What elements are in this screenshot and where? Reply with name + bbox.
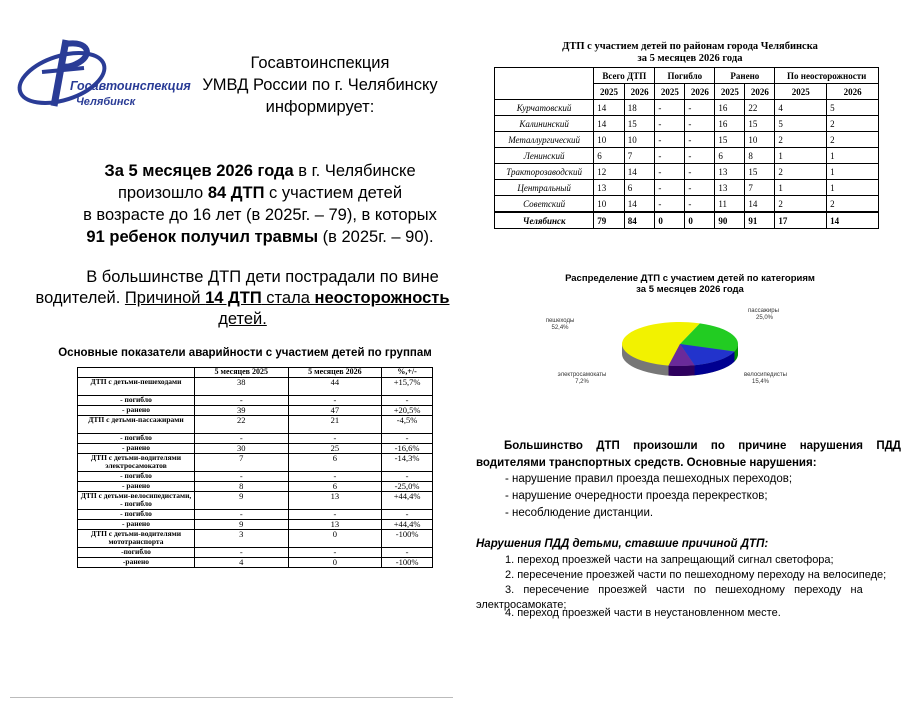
violation-item: - несоблюдение дистанции. [505,507,654,519]
pie-title-2: за 5 месяцев 2026 года [636,284,744,295]
district-year-header: 2026 [685,84,715,100]
pie-value-label: 15,4% [752,379,770,385]
district-name: Тракторозаводский [495,164,594,180]
district-cell: 14 [594,116,625,132]
district-cell: 5 [827,100,879,116]
district-cell: 1 [827,164,879,180]
district-name: Курчатовский [495,100,594,116]
groups-row-label: - погибло [78,434,195,444]
district-year-header: 2026 [745,84,775,100]
lead-text: (в 2025г. – 90). [318,228,434,246]
district-cell: - [655,180,685,196]
district-cell: - [655,100,685,116]
groups-cell: - [288,548,382,558]
lead-city: в г. Челябинске [293,162,416,180]
district-cell: - [655,148,685,164]
groups-table [77,367,433,568]
district-cell: 6 [624,180,655,196]
groups-cell: -100% [382,530,433,548]
district-cell: 2 [775,164,827,180]
district-cell: 15 [745,164,775,180]
groups-row-label: - ранено [78,444,195,454]
groups-cell: 0 [288,558,382,568]
groups-cell: +44,4% [382,492,433,510]
groups-cell: 9 [195,492,289,510]
groups-row [78,472,433,482]
child-violation-item: 1. переход проезжей части на запрещающий сигнал светофора; [505,554,834,566]
logo-text-1: Госавтоинспекция [70,79,191,93]
district-group-header: Погибло [655,68,715,84]
district-total-row [495,212,879,229]
lead-age: в возрасте до 16 лет (в 2025г. – 79), в которых [83,206,437,224]
pie-value-label: 25,0% [756,315,774,321]
district-year-header: 2026 [624,84,655,100]
district-cell: 5 [775,116,827,132]
district-name: Металлургический [495,132,594,148]
district-cell: 13 [594,180,625,196]
district-cell: 1 [827,148,879,164]
gai-logo [14,34,194,114]
groups-cell: +15,7% [382,378,433,396]
district-cell: - [655,196,685,213]
groups-cell: -4,5% [382,416,433,434]
groups-cell: -100% [382,558,433,568]
district-name: Ленинский [495,148,594,164]
district-name: Советский [495,196,594,213]
groups-col-header [78,368,195,378]
district-cell: - [655,116,685,132]
pie-value-label: 52,4% [551,325,569,331]
logo-text-2: Челябинск [76,96,136,108]
groups-row [78,434,433,444]
violations-paragraph: Большинство ДТП произошли по причине нарушения ПДД водителями транспортных средств. Основные нарушения: [476,440,901,469]
org-line-3: информирует: [265,98,375,116]
lead-injured: 91 ребенок получил травмы [86,228,319,246]
cause-text: стала [261,289,315,307]
district-cell: - [655,132,685,148]
district-cell: 13 [715,180,745,196]
cause-paragraph [20,267,465,330]
district-row [495,100,879,116]
groups-cell: +44,4% [382,520,433,530]
district-cell: - [685,116,715,132]
district-total-cell: 91 [745,212,775,229]
districts-table [494,67,879,229]
groups-cell: -16,6% [382,444,433,454]
groups-cell: - [195,510,289,520]
pie-label: пешеходы [545,318,575,324]
groups-cell: - [288,396,382,406]
groups-row-label: ДТП с детьми-водителями мототранспорта [78,530,195,548]
district-total-label: Челябинск [495,212,594,229]
district-cell: 14 [624,196,655,213]
groups-cell: 7 [195,454,289,472]
groups-cell: - [382,472,433,482]
district-name: Центральный [495,180,594,196]
groups-cell: -14,3% [382,454,433,472]
lead-text: с участием детей [264,184,403,202]
district-cell: 14 [745,196,775,213]
groups-cell: -25,0% [382,482,433,492]
district-total-cell: 17 [775,212,827,229]
groups-row [78,378,433,396]
lead-paragraph [55,160,465,248]
groups-row-label: ДТП с детьми-велосипедистами, - погибло [78,492,195,510]
district-row [495,196,879,213]
district-cell: 13 [715,164,745,180]
groups-cell: 9 [195,520,289,530]
groups-row [78,416,433,434]
district-cell: 14 [594,100,625,116]
groups-cell: 3 [195,530,289,548]
district-year-header: 2025 [594,84,625,100]
district-year-header: 2026 [827,84,879,100]
district-cell: 15 [745,116,775,132]
groups-row-label: - погибло [78,396,195,406]
groups-row-label: - ранено [78,482,195,492]
district-cell: 2 [827,116,879,132]
violation-item: - нарушение очередности проезда перекрестков; [505,490,768,502]
groups-cell: - [382,548,433,558]
groups-cell: - [195,396,289,406]
groups-cell: - [195,434,289,444]
district-total-cell: 14 [827,212,879,229]
groups-cell: - [382,510,433,520]
district-cell: 15 [624,116,655,132]
district-cell: 6 [715,148,745,164]
groups-cell: 4 [195,558,289,568]
groups-table-title: Основные показатели аварийности с участием детей по группам [58,347,432,359]
district-cell: 10 [745,132,775,148]
pie-title [530,273,850,295]
groups-cell: 13 [288,520,382,530]
groups-row-label: - погибло [78,472,195,482]
cause-text: водителей. [35,289,125,307]
groups-row [78,548,433,558]
groups-cell: 25 [288,444,382,454]
district-year-header: 2025 [775,84,827,100]
groups-row [78,558,433,568]
groups-cell: +20,5% [382,406,433,416]
district-group-header: По неосторожности [775,68,879,84]
groups-row-label: - ранено [78,520,195,530]
district-cell: 4 [775,100,827,116]
org-header [180,52,460,118]
child-violations-title: Нарушения ПДД детьми, ставшие причиной ДТП: [476,538,769,550]
district-cell: 15 [715,132,745,148]
district-cell: 14 [624,164,655,180]
district-cell: - [655,164,685,180]
pie-label: пассажиры [748,308,779,314]
district-year-header: 2025 [715,84,745,100]
cause-text: детей. [218,310,267,328]
district-cell: 1 [775,180,827,196]
groups-row-label: ДТП с детьми-водителями электросамокатов [78,454,195,472]
groups-row-label: - ранено [78,406,195,416]
district-cell: 7 [624,148,655,164]
groups-row-label: ДТП с детьми-пассажирами [78,416,195,434]
district-cell: 2 [827,196,879,213]
groups-cell: - [382,434,433,444]
groups-row-label: ДТП с детьми-пешеходами [78,378,195,396]
groups-row [78,396,433,406]
lead-period: За 5 месяцев 2026 года [104,162,294,180]
districts-title [500,41,880,65]
district-cell: 18 [624,100,655,116]
org-line-2: УМВД России по г. Челябинску [202,76,438,94]
district-total-cell: 0 [655,212,685,229]
groups-cell: - [195,548,289,558]
district-row [495,132,879,148]
pie-title-1: Распределение ДТП с участием детей по категориям [565,273,815,284]
groups-cell: 21 [288,416,382,434]
district-cell: - [685,100,715,116]
district-cell: 6 [594,148,625,164]
district-cell: - [685,180,715,196]
groups-cell: - [382,396,433,406]
district-row [495,148,879,164]
groups-cell: 6 [288,482,382,492]
groups-row [78,530,433,548]
district-cell: 10 [624,132,655,148]
district-total-cell: 0 [685,212,715,229]
lead-count: 84 ДТП [207,184,265,202]
groups-cell: 6 [288,454,382,472]
district-group-header: Ранено [715,68,775,84]
district-total-cell: 79 [594,212,625,229]
district-cell: 10 [594,132,625,148]
groups-row [78,510,433,520]
groups-cell: 0 [288,530,382,548]
district-cell: 2 [775,132,827,148]
cause-count: 14 ДТП [205,289,262,307]
district-cell: - [685,148,715,164]
groups-col-header: 5 месяцев 2026 [288,368,382,378]
district-cell: 2 [775,196,827,213]
groups-cell: 22 [195,416,289,434]
pie-slice-side [669,365,695,376]
district-cell: 7 [745,180,775,196]
violation-item: - нарушение правил проезда пешеходных переходов; [505,473,793,485]
groups-row [78,520,433,530]
groups-row [78,482,433,492]
footer-divider [10,697,453,698]
district-total-cell: 90 [715,212,745,229]
district-cell: 12 [594,164,625,180]
district-group-header: Всего ДТП [594,68,655,84]
groups-cell: 13 [288,492,382,510]
pie-label: электросамокаты [557,372,607,378]
district-cell: 8 [745,148,775,164]
district-cell: 1 [827,180,879,196]
lead-text: произошло [117,184,208,202]
groups-row [78,492,433,510]
cause-reason: неосторожность [314,289,450,307]
child-violation-item: 3. пересечение проезжей части по пешеходному переходу на электросамокате; [476,584,866,611]
district-name: Калининский [495,116,594,132]
district-row [495,164,879,180]
groups-row [78,454,433,472]
pie-label: велосипедисты [744,372,787,378]
child-violation-item: 2. пересечение проезжей части по пешеходному переходу на велосипеде; [505,569,887,581]
pie-value-label: 7,2% [575,379,589,385]
child-violation-item: 4. переход проезжей части в неустановленном месте. [505,607,781,619]
district-cell: 2 [827,132,879,148]
district-header-empty [495,68,594,100]
groups-row-label: -погибло [78,548,195,558]
groups-cell: 47 [288,406,382,416]
cause-text: Причиной [124,289,206,307]
district-cell: 22 [745,100,775,116]
districts-title-1: ДТП с участием детей по районам города Челябинска [562,41,818,52]
groups-cell: 8 [195,482,289,492]
district-cell: 10 [594,196,625,213]
groups-row-label: - погибло [78,510,195,520]
groups-cell: - [288,434,382,444]
district-cell: - [685,196,715,213]
district-year-header: 2025 [655,84,685,100]
district-cell: 16 [715,100,745,116]
groups-col-header: 5 месяцев 2025 [195,368,289,378]
groups-cell: 44 [288,378,382,396]
district-cell: 11 [715,196,745,213]
district-row [495,180,879,196]
groups-cell: 39 [195,406,289,416]
groups-row [78,444,433,454]
groups-cell: - [288,510,382,520]
pie-chart [520,296,890,396]
groups-cell: 30 [195,444,289,454]
groups-row [78,406,433,416]
district-cell: - [685,132,715,148]
groups-cell: - [195,472,289,482]
groups-cell: 38 [195,378,289,396]
districts-title-2: за 5 месяцев 2026 года [637,53,743,64]
groups-row-label: -ранено [78,558,195,568]
district-total-cell: 84 [624,212,655,229]
org-line-1: Госавтоинспекция [250,54,390,72]
cause-text: В большинстве ДТП дети пострадали по вине [86,268,439,286]
district-cell: - [685,164,715,180]
district-cell: 1 [775,148,827,164]
groups-col-header: %,+/- [382,368,433,378]
district-row [495,116,879,132]
district-cell: 16 [715,116,745,132]
groups-cell: - [288,472,382,482]
